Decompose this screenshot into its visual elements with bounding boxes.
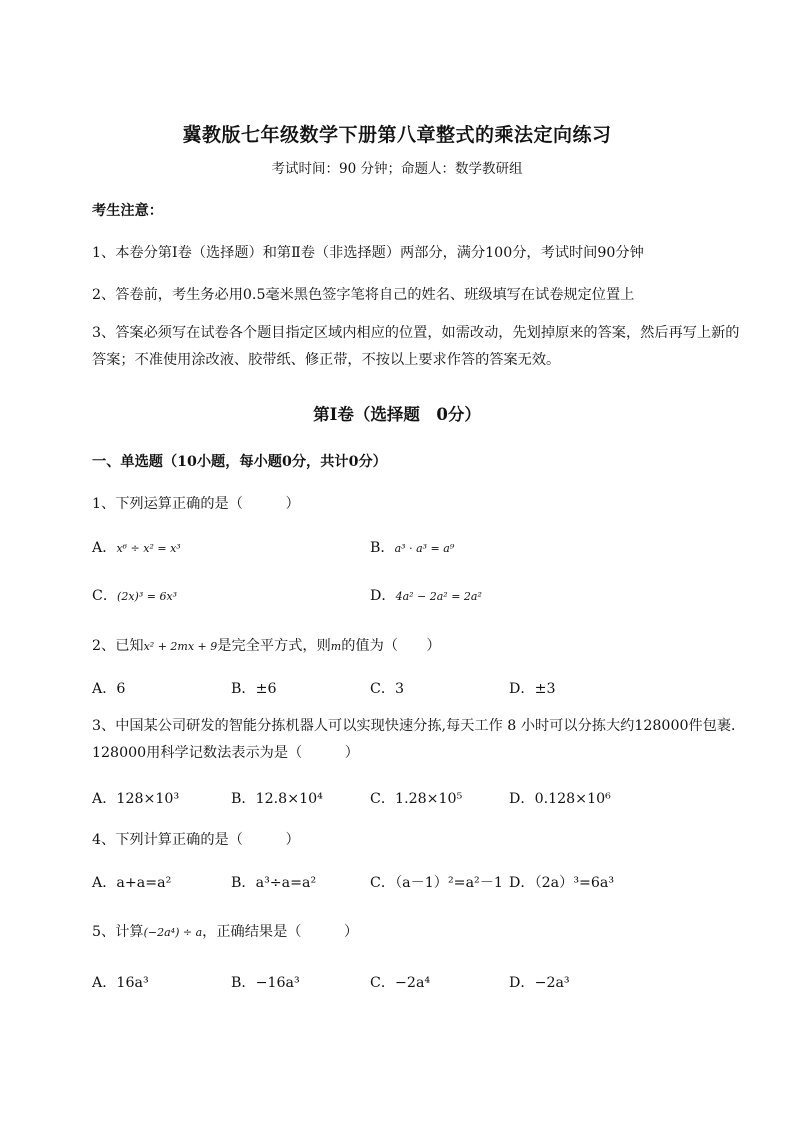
q2-option-b: B．±6 bbox=[231, 681, 277, 697]
q1-option-c: C．(2x)³ = 6x³ bbox=[92, 588, 178, 604]
q3-option-d: D．0.128×10⁶ bbox=[509, 791, 611, 807]
q2-stem: 2、已知x² + 2mx + 9是完全平方式，则m的值为（ ） bbox=[92, 638, 441, 654]
exam-subtitle: 考试时间：90 分钟；命题人：数学教研组 bbox=[271, 161, 523, 177]
q1-option-b: B．a³ · a³ = a⁹ bbox=[370, 540, 455, 556]
q5-option-d: D．−2a³ bbox=[509, 975, 570, 991]
section-title: 第Ⅰ卷（选择题 0分） bbox=[313, 405, 481, 424]
q1-option-d: D．4a² − 2a² = 2a² bbox=[370, 588, 482, 604]
q3-option-a: A．128×10³ bbox=[92, 791, 180, 807]
q4-option-c: C．（a－1）²=a²－1 bbox=[370, 875, 503, 891]
notice-heading: 考生注意： bbox=[92, 203, 163, 219]
q2-option-c: C．3 bbox=[370, 681, 405, 697]
q2-option-d: D．±3 bbox=[509, 681, 556, 697]
q4-option-d: D．（2a）³=6a³ bbox=[509, 875, 615, 891]
q5-option-b: B．−16a³ bbox=[231, 975, 300, 991]
q4-stem: 4、下列计算正确的是（ ） bbox=[92, 832, 300, 848]
notice-item-2: 2、答卷前，考生务必用0.5毫米黑色签字笔将自己的姓名、班级填写在试卷规定位置上 bbox=[92, 287, 635, 303]
q3-stem: 3、中国某公司研发的智能分拣机器人可以实现快速分拣,每天工作 8 小时可以分拣大约128000件包裹．128000用科学记数法表示为是（ ） bbox=[92, 718, 746, 761]
q4-option-a: A．a+a=a² bbox=[92, 875, 172, 891]
notice-item-1: 1、本卷分第Ⅰ卷（选择题）和第Ⅱ卷（非选择题）两部分，满分100分，考试时间90分钟 bbox=[92, 245, 644, 261]
q1-stem: 1、下列运算正确的是（ ） bbox=[92, 496, 300, 512]
notice-item-3: 3、答案必须写在试卷各个题目指定区域内相应的位置，如需改动，先划掉原来的答案，然后再写上新的答案；不准使用涂改液、胶带纸、修正带，不按以上要求作答的答案无效。 bbox=[92, 325, 740, 368]
part-heading: 一、单选题（10小题，每小题0分，共计0分） bbox=[92, 454, 387, 470]
q3-option-c: C．1.28×10⁵ bbox=[370, 791, 463, 807]
q4-option-b: B．a³÷a=a² bbox=[231, 875, 317, 891]
q3-option-b: B．12.8×10⁴ bbox=[231, 791, 323, 807]
q5-option-a: A．16a³ bbox=[92, 975, 149, 991]
q2-option-a: A．6 bbox=[92, 681, 126, 697]
q5-option-c: C．−2a⁴ bbox=[370, 975, 431, 991]
exam-title: 冀教版七年级数学下册第八章整式的乘法定向练习 bbox=[182, 124, 612, 146]
q1-option-a: A．x⁶ ÷ x² = x³ bbox=[92, 540, 181, 556]
q5-stem: 5、计算(−2a⁴) ÷ a，正确结果是（ ） bbox=[92, 924, 359, 940]
